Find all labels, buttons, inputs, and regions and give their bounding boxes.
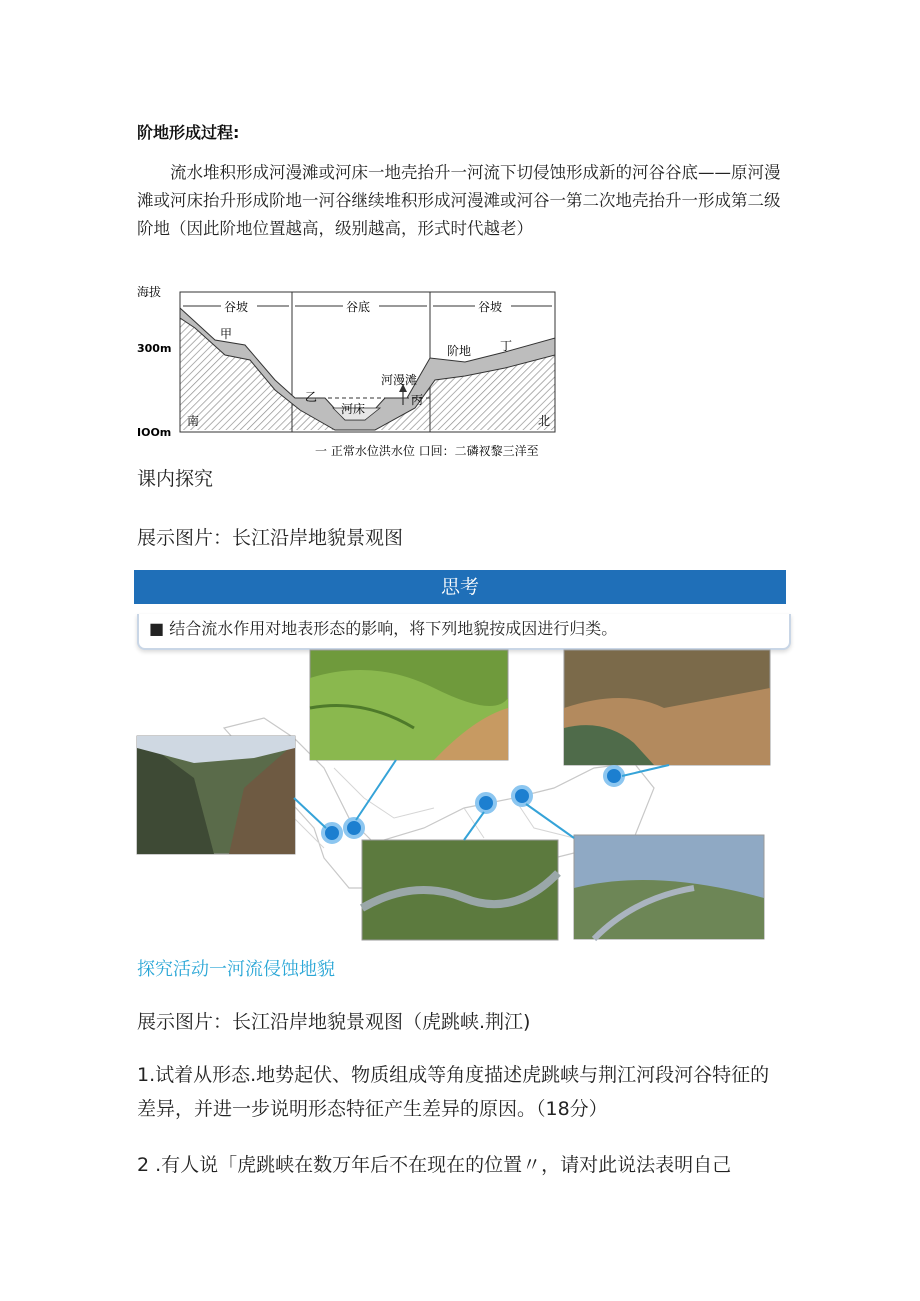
activity-title: 探究活动一河流侵蚀地貌 <box>137 959 335 980</box>
label-bing: 丙 <box>411 393 424 407</box>
map-svg <box>134 648 786 948</box>
label-heman: 河漫滩 <box>381 373 418 387</box>
tick-300: 300m <box>137 342 172 355</box>
zone-right-label: 谷坡 <box>478 300 503 314</box>
label-north: 北 <box>538 414 551 428</box>
label-ding: 丁 <box>500 339 513 353</box>
show-image-1: 展示图片：长江沿岸地貌景观图 <box>137 527 404 549</box>
section-title: 阶地形成过程: <box>137 123 240 142</box>
question-2: 2 .有人说「虎跳峡在数万年后不在现在的位置〃，请对此说法表明自己 <box>137 1154 732 1176</box>
process-paragraph: 流水堆积形成河漫滩或河床一地壳抬升一河流下切侵蚀形成新的河谷谷底——原河漫滩或河床抬升形成阶地一河谷继续堆积形成河漫滩或河谷一第二次地壳抬升一形成第二级阶地（因此阶地位置越高，级别越高，形式时代越老） <box>137 163 781 238</box>
tick-100: IOOm <box>137 426 172 439</box>
slide-prompt: ■ 结合流水作用对地表形态的影响，将下列地貌按成因进行归类。 <box>137 614 791 650</box>
question-1: 1.试着从形态.地势起伏、物质组成等角度描述虎跳峡与荆江河段河谷特征的差异，并进一步说明形态特征产生差异的原因。（18分） <box>137 1064 770 1120</box>
label-jia: 甲 <box>220 327 233 341</box>
label-jiedi: 阶地 <box>447 344 472 358</box>
heading-ketang: 课内探究 <box>137 468 214 490</box>
zone-left-label: 谷坡 <box>224 300 249 314</box>
y-axis-label: 海拔 <box>137 285 162 299</box>
show-image-2: 展示图片：长江沿岸地貌景观图（虎跳峡.荆江) <box>137 1011 531 1033</box>
yangtze-landscape-map <box>134 648 786 948</box>
label-hechuang: 河床 <box>341 402 366 416</box>
diagram-legend: 一 正常水位洪水位 口回：二磷衩黎三洋至 <box>315 444 539 458</box>
label-yi: 乙 <box>305 390 318 404</box>
zone-mid-label: 谷底 <box>346 300 371 314</box>
slide-banner: 思考 <box>134 570 786 604</box>
valley-svg <box>135 280 605 460</box>
label-south: 南 <box>187 414 200 428</box>
valley-cross-section-diagram <box>135 280 605 460</box>
